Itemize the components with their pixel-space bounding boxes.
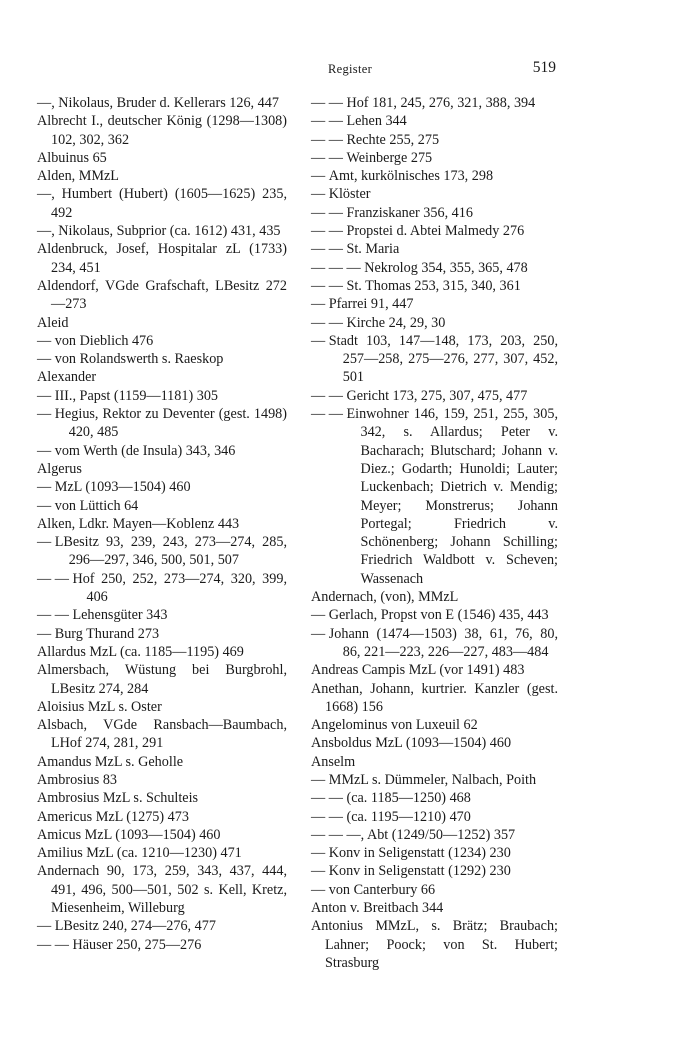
index-entry [311, 881, 558, 899]
index-entry [311, 588, 558, 606]
entry-indent-dashes: — [311, 168, 329, 185]
entry-text: Anton v. Breitbach 344 [311, 900, 444, 917]
entry-indent-dashes: — — [37, 570, 73, 587]
index-entry [37, 405, 287, 442]
index-entry [311, 240, 558, 258]
entry-text: Anselm [311, 753, 356, 770]
index-entry [37, 350, 287, 368]
entry-indent-dashes: — [311, 186, 329, 203]
entry-indent-dashes: — [37, 406, 55, 423]
entry-text: Alken, Ldkr. Mayen—Koblenz 443 [37, 515, 240, 532]
index-entry [311, 917, 558, 972]
index-entry [311, 295, 558, 313]
entry-text: Aldenbruck, Josef, Hospitalar zL (1733) 234, 451 [37, 241, 287, 276]
entry-indent-dashes: — — [311, 95, 347, 111]
entry-indent-dashes: — [37, 387, 55, 404]
index-entry [311, 387, 558, 405]
index-entry [37, 661, 287, 698]
index-entry [37, 240, 287, 277]
entry-text: Weinberge 275 [346, 149, 433, 166]
entry-text: Angelominus von Luxeuil 62 [311, 717, 478, 734]
index-entry [311, 259, 558, 277]
index-entry [37, 606, 287, 624]
entry-text: Franziskaner 356, 416 [346, 204, 473, 221]
entry-text: MMzL s. Dümmeler, Nalbach, Poith [328, 771, 537, 788]
index-entry [311, 94, 558, 112]
entry-indent-dashes: — [37, 497, 55, 514]
index-entry [37, 936, 287, 954]
index-entry [311, 332, 558, 387]
entry-indent-dashes: — [311, 296, 329, 313]
entry-indent-dashes: — — [311, 149, 347, 166]
entry-text: Ambrosius MzL s. Schulteis [37, 790, 199, 807]
index-entry [37, 698, 287, 716]
entry-text: Amicus MzL (1093—1504) 460 [37, 826, 221, 843]
index-entry [37, 167, 287, 185]
entry-indent-dashes: — — [311, 387, 347, 404]
entry-text: III., Papst (1159—1181) 305 [54, 387, 219, 404]
index-entry [311, 661, 558, 679]
index-entry [37, 185, 287, 222]
entry-text: Allardus MzL (ca. 1185—1195) 469 [37, 643, 244, 660]
entry-indent-dashes: — [37, 442, 55, 459]
entry-text: Andernach 90, 173, 259, 343, 437, 444, 491, 496, 500—501, 502 s. Kell, Kretz, Miesenheim, Willeburg [37, 863, 287, 917]
entry-text: Einwohner 146, 159, 251, 255, 305, 342, s. Allardus; Peter v. Bacharach; Blutschard; Johann v. Diez.; Godarth; Hunoldi; Lauter; Luckenbach; Dietrich v. Mendig; Meyer; Monstrerus; Johann Portegal; Friedrich v. Schönenberg; Johann Schilling; Friedrich Waldbott v. Scheven; Wassenach [346, 406, 558, 587]
index-entry [311, 204, 558, 222]
entry-text: Nekrolog 354, 355, 365, 478 [364, 259, 528, 276]
entry-indent-dashes: — [311, 863, 329, 880]
entry-indent-dashes: — [37, 625, 55, 642]
entry-indent-dashes: — — [311, 223, 347, 240]
index-entry [311, 862, 558, 880]
entry-text: Konv in Seligenstatt (1234) 230 [328, 845, 511, 862]
entry-indent-dashes: — [37, 332, 55, 349]
entry-text: Stadt 103, 147—148, 173, 203, 250, 257—258, 275—276, 277, 307, 452, 501 [328, 332, 558, 386]
entry-text: Hof 250, 252, 273—274, 320, 399, 406 [72, 570, 287, 606]
index-entry [37, 277, 287, 314]
entry-text: Kirche 24, 29, 30 [346, 314, 446, 331]
index-entry [311, 606, 558, 624]
index-entry [37, 533, 287, 570]
index-entry [37, 332, 287, 350]
index-entry [37, 478, 287, 496]
entry-text: LBesitz 93, 239, 243, 273—274, 285, 296—297, 346, 500, 501, 507 [54, 534, 287, 569]
entry-text: LBesitz 240, 274—276, 477 [54, 918, 216, 935]
entry-indent-dashes: — — [311, 131, 347, 148]
index-entry [37, 862, 287, 917]
entry-text: Gerlach, Propst von E (1546) 435, 443 [328, 607, 549, 624]
entry-text: Anethan, Johann, kurtrier. Kanzler (gest. 1668) 156 [311, 680, 558, 715]
index-entry [37, 497, 287, 515]
entry-text: Algerus [37, 460, 82, 477]
entry-indent-dashes: — [311, 881, 329, 898]
entry-text: Lehensgüter 343 [72, 607, 168, 624]
entry-text: Albrecht I., deutscher König (1298—1308) 102, 302, 362 [37, 113, 287, 148]
index-entry [37, 112, 287, 149]
entry-text: Hof 181, 245, 276, 321, 388, 394 [346, 95, 536, 111]
index-entry [37, 368, 287, 386]
entry-indent-dashes: — [311, 332, 329, 349]
entry-indent-dashes: — — [311, 808, 347, 825]
index-entry [37, 716, 287, 753]
index-entry [37, 844, 287, 862]
index-entry [311, 314, 558, 332]
index-column-left [37, 94, 287, 954]
index-entry [311, 844, 558, 862]
entry-text: Aloisius MzL s. Oster [37, 698, 162, 715]
entry-text: MzL (1093—1504) 460 [54, 479, 191, 496]
index-entry [311, 753, 558, 771]
index-entry [311, 405, 558, 588]
entry-text: Aleid [37, 314, 69, 331]
entry-indent-dashes: — — [311, 790, 347, 807]
entry-text: Propstei d. Abtei Malmedy 276 [346, 223, 525, 240]
entry-text: (ca. 1185—1250) 468 [346, 790, 471, 807]
entry-text: Antonius MMzL, s. Brätz; Braubach; Lahner; Poock; von St. Hubert; Strasburg [311, 918, 558, 971]
index-entry [37, 442, 287, 460]
index-entry [311, 808, 558, 826]
index-entry [311, 277, 558, 295]
index-entry [311, 167, 558, 185]
index-entry [37, 94, 287, 112]
entry-indent-dashes: — — [311, 241, 347, 258]
index-entry [311, 789, 558, 807]
entry-indent-dashes: — — [311, 204, 347, 221]
entry-text: Amt, kurkölnisches 173, 298 [328, 168, 494, 185]
entry-indent-dashes: — [311, 607, 329, 624]
entry-text: Albuinus 65 [37, 149, 107, 166]
index-entry [37, 771, 287, 789]
index-entry [311, 625, 558, 662]
entry-text: Aldendorf, VGde Grafschaft, LBesitz 272—273 [37, 277, 287, 313]
entry-indent-dashes: — — [311, 406, 347, 423]
entry-text: Ambrosius 83 [37, 771, 118, 788]
entry-indent-dashes: — [37, 479, 55, 496]
entry-text: Amilius MzL (ca. 1210—1230) 471 [37, 845, 242, 862]
index-entry [311, 771, 558, 789]
entry-indent-dashes: — [37, 918, 55, 935]
entry-text: —, Nikolaus, Bruder d. Kellerars 126, 447 [37, 95, 279, 111]
entry-indent-dashes: — [311, 845, 329, 862]
entry-text: von Rolandswerth s. Raeskop [54, 351, 224, 368]
entry-text: St. Thomas 253, 315, 340, 361 [346, 277, 521, 294]
index-entry [37, 643, 287, 661]
entry-text: Johann (1474—1503) 38, 61, 76, 80, 86, 221—223, 226—227, 483—484 [328, 625, 558, 660]
entry-indent-dashes: — — — [311, 259, 365, 276]
index-entry [37, 460, 287, 478]
index-entry [37, 826, 287, 844]
index-entry [37, 917, 287, 935]
index-entry [37, 314, 287, 332]
entry-text: Rechte 255, 275 [346, 131, 440, 148]
entry-text: Lehen 344 [346, 113, 407, 130]
entry-indent-dashes: — — [311, 826, 347, 843]
index-entry [37, 222, 287, 240]
entry-indent-dashes: — — [311, 113, 347, 130]
entry-text: Gericht 173, 275, 307, 475, 477 [346, 387, 528, 404]
entry-text: Alden, MMzL [37, 168, 119, 185]
page-number: 519 [532, 59, 556, 76]
index-entry [311, 149, 558, 167]
index-entry [37, 789, 287, 807]
entry-text: —, Humbert (Hubert) (1605—1625) 235, 492 [37, 186, 287, 221]
entry-indent-dashes: — [311, 625, 329, 642]
entry-text: Alexander [37, 369, 97, 386]
entry-text: Amandus MzL s. Geholle [37, 753, 184, 770]
entry-text: Americus MzL (1275) 473 [37, 808, 189, 825]
entry-text: von Lüttich 64 [54, 497, 139, 514]
entry-text: St. Maria [346, 241, 400, 258]
entry-indent-dashes: — [37, 534, 55, 551]
index-entry [311, 734, 558, 752]
entry-text: Andreas Campis MzL (vor 1491) 483 [311, 662, 525, 679]
entry-text: (ca. 1195—1210) 470 [346, 808, 471, 825]
running-title: Register [327, 62, 373, 76]
entry-indent-dashes: — [37, 351, 55, 368]
entry-text: Pfarrei 91, 447 [328, 296, 414, 313]
index-entry [37, 753, 287, 771]
index-entry [311, 826, 558, 844]
entry-indent-dashes: — — [311, 277, 347, 294]
entry-text: Häuser 250, 275—276 [72, 936, 202, 953]
entry-text: Almersbach, Wüstung bei Burgbrohl, LBesitz 274, 284 [37, 662, 287, 697]
entry-text: Andernach, (von), MMzL [311, 589, 459, 606]
entry-indent-dashes: — — [37, 936, 73, 953]
index-entry [311, 222, 558, 240]
index-entry [37, 515, 287, 533]
entry-text: von Dieblich 476 [54, 332, 154, 349]
entry-indent-dashes: — — [311, 314, 347, 331]
entry-text: Burg Thurand 273 [54, 625, 160, 642]
entry-text: Hegius, Rektor zu Deventer (gest. 1498) 420, 485 [54, 406, 287, 441]
index-entry [37, 570, 287, 607]
index-entry [311, 131, 558, 149]
index-column-right [311, 94, 558, 972]
index-entry [311, 680, 558, 717]
entry-text: Konv in Seligenstatt (1292) 230 [328, 863, 511, 880]
entry-indent-dashes: — — [37, 607, 73, 624]
index-entry [311, 185, 558, 203]
entry-indent-dashes: — [311, 771, 329, 788]
entry-text: vom Werth (de Insula) 343, 346 [54, 442, 236, 459]
entry-text: —, Nikolaus, Subprior (ca. 1612) 431, 435 [37, 223, 281, 240]
index-entry [37, 625, 287, 643]
index-entry [311, 716, 558, 734]
entry-text: Ansboldus MzL (1093—1504) 460 [311, 735, 512, 752]
index-entry [311, 112, 558, 130]
index-entry [37, 387, 287, 405]
index-entry [37, 808, 287, 826]
index-entry [311, 899, 558, 917]
entry-text: von Canterbury 66 [328, 881, 436, 898]
index-entry [37, 149, 287, 167]
entry-text: —, Abt (1249/50—1252) 357 [346, 826, 516, 843]
entry-text: Alsbach, VGde Ransbach—Baumbach, LHof 274, 281, 291 [37, 717, 287, 752]
entry-text: Klöster [328, 186, 371, 203]
